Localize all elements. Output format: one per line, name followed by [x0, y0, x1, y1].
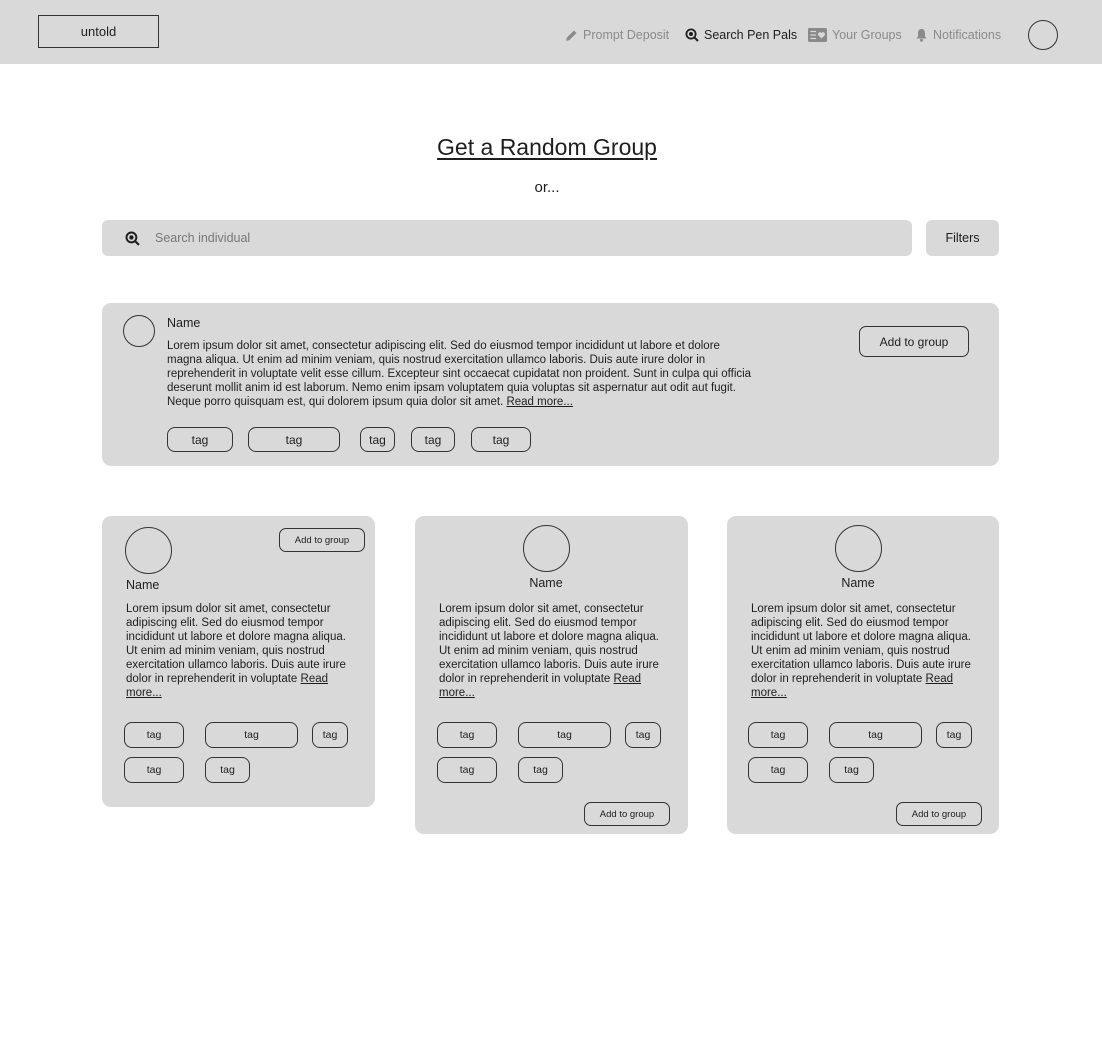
tag[interactable]: tag [205, 757, 250, 783]
add-to-group-button[interactable]: Add to group [896, 802, 982, 826]
or-text: or... [534, 179, 560, 196]
add-to-group-button[interactable]: Add to group [584, 802, 670, 826]
tag[interactable]: tag [124, 757, 184, 783]
bio-text: Lorem ipsum dolor sit amet, consectetur adipiscing elit. Sed do eiusmod tempor incididunt ut labore et dolore magna aliqua. Ut enim ad minim veniam, quis nostrud exercitation ullamco laboris. Duis aute irure dolor in reprehenderit in voluptate [439, 603, 659, 685]
add-to-group-button[interactable]: Add to group [859, 326, 969, 357]
avatar [523, 525, 570, 572]
profile-name: Name [167, 316, 201, 330]
profile-name: Name [126, 578, 160, 592]
read-more-link[interactable]: Read more... [439, 673, 642, 699]
bio-text: Lorem ipsum dolor sit amet, consectetur adipiscing elit. Sed do eiusmod tempor incididunt ut labore et dolore magna aliqua. Ut enim ad minim veniam, quis nostrud exercitation ullamco laboris. Duis aute irure dolor in reprehenderit in voluptate [126, 603, 346, 685]
avatar [125, 527, 172, 574]
logo[interactable]: untold [38, 15, 159, 48]
tag[interactable]: tag [518, 757, 563, 783]
tag[interactable]: tag [312, 722, 348, 748]
add-to-group-button[interactable]: Add to group [279, 528, 365, 552]
filters-button[interactable]: Filters [926, 220, 999, 256]
profile-bio [167, 339, 757, 409]
featured-profile-card [102, 303, 999, 466]
search-icon [685, 28, 699, 42]
tag[interactable]: tag [518, 722, 611, 748]
nav-notifications[interactable] [915, 26, 1001, 44]
tag[interactable]: tag [936, 722, 972, 748]
search-input[interactable] [155, 231, 855, 245]
profile-card [727, 516, 999, 834]
avatar [835, 525, 882, 572]
bell-icon [915, 28, 928, 42]
read-more-link[interactable]: Read more... [126, 673, 329, 699]
top-navigation-bar [0, 0, 1102, 64]
groups-icon [808, 28, 827, 42]
search-icon [125, 231, 140, 246]
tag[interactable]: tag [411, 427, 455, 452]
profile-bio [126, 602, 354, 700]
tag[interactable]: tag [437, 757, 497, 783]
random-group-heading [0, 134, 1094, 161]
search-bar [102, 220, 912, 256]
profile-name: Name [841, 576, 875, 590]
nav-label: Search Pen Pals [704, 28, 798, 42]
tag[interactable]: tag [360, 427, 395, 452]
tag[interactable]: tag [625, 722, 661, 748]
pencil-icon [565, 29, 578, 42]
tag[interactable]: tag [167, 427, 233, 452]
random-group-link[interactable]: Get a Random Group [437, 134, 657, 160]
profile-card [415, 516, 688, 834]
tag[interactable]: tag [748, 757, 808, 783]
bio-text: Lorem ipsum dolor sit amet, consectetur adipiscing elit. Sed do eiusmod tempor incididunt ut labore et dolore magna aliqua. Ut enim ad minim veniam, quis nostrud exercitation ullamco laboris. Duis aute irure dolor in reprehenderit in voluptate [751, 603, 971, 685]
nav-prompt-deposit[interactable] [565, 26, 669, 44]
profile-avatar[interactable] [1028, 20, 1058, 50]
tag[interactable]: tag [471, 427, 531, 452]
profile-card [102, 516, 375, 807]
read-more-link[interactable]: Read more... [506, 396, 573, 408]
nav-label: Notifications [933, 28, 1002, 42]
tag[interactable]: tag [124, 722, 184, 748]
tag[interactable]: tag [248, 427, 340, 452]
tag[interactable]: tag [748, 722, 808, 748]
nav-search-pen-pals[interactable] [685, 26, 797, 44]
read-more-link[interactable]: Read more... [751, 673, 954, 699]
profile-name: Name [529, 576, 563, 590]
nav-your-groups[interactable] [808, 26, 902, 44]
profile-bio [751, 602, 979, 700]
nav-label: Your Groups [832, 28, 902, 42]
profile-bio [439, 602, 667, 700]
avatar [123, 315, 155, 347]
tag[interactable]: tag [205, 722, 298, 748]
tag[interactable]: tag [829, 757, 874, 783]
nav-label: Prompt Deposit [583, 28, 670, 42]
tag[interactable]: tag [829, 722, 922, 748]
bio-text: Lorem ipsum dolor sit amet, consectetur adipiscing elit. Sed do eiusmod tempor incididunt ut labore et dolore magna aliqua. Ut enim ad minim veniam, quis nostrud exercitation ullamco laboris. Duis aute irure dolor in reprehenderit in voluptate velit esse cillum. Excepteur sint occaecat cupidatat non proident. Sunt in culpa qui officia deserunt mollit anim id est laborum. Nemo enim ipsam voluptatem quia voluptas sit aspernatur aut odit aut fugit. Neque porro quisquam est, qui dolorem ipsum quia dolor sit amet. [167, 340, 752, 408]
tag[interactable]: tag [437, 722, 497, 748]
